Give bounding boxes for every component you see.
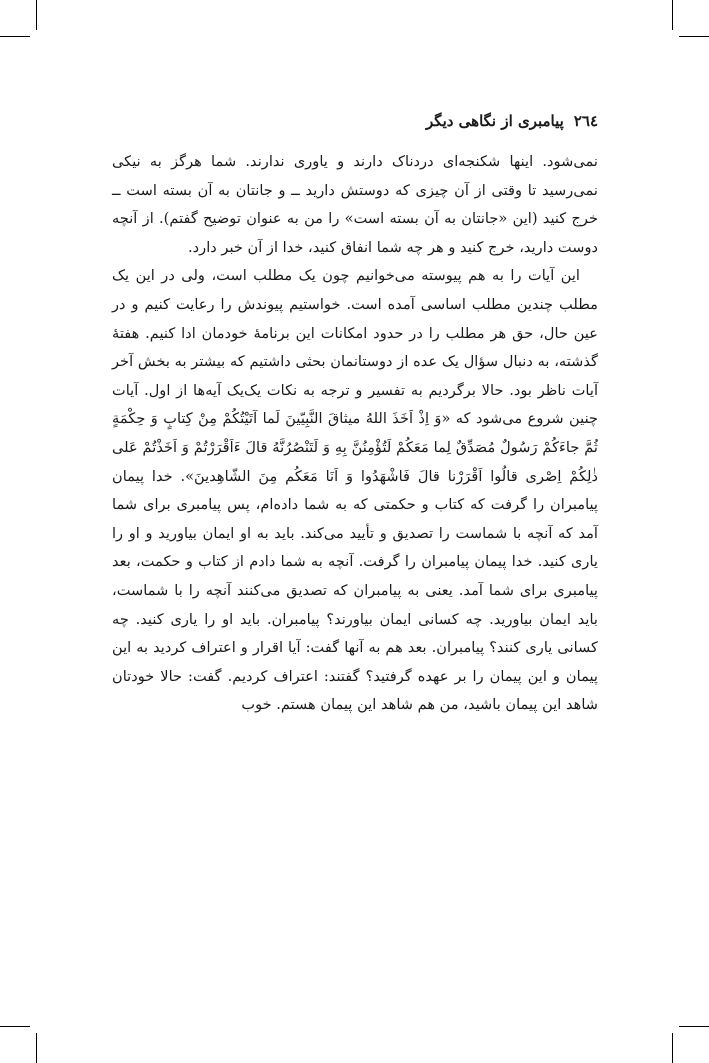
crop-mark (672, 0, 673, 30)
crop-mark (0, 1026, 30, 1027)
page-number: ٢٦٤ (573, 112, 598, 130)
paragraph: این آیات را به هم پیوسته می‌خوانیم چون یک مطلب است، ولی در این یک مطلب چندین مطلب اساسی آمده است. خواستیم پیوندش را رعایت کنیم و در عین حال، حق هر مطلب را در حدود امکانات این برنامهٔ خودمان ادا کنیم. هفتهٔ گذشته، به دنبال سؤال یک عده از دوستانمان بحثی داشتیم که بیشتر به بخش آخر آیات ناظر بود. حالا برگردیم به تفسیر و ترجه به نکات یک‌یک آیه‌ها از اول. آیات چنین شروع می‌شود که «وَ اِذْ اَخَذَ اللهُ میثاقَ النَّبِیّینَ لَما آتَیْتُکُمْ مِنْ کِتابٍ وَ حِکْمَةٍ ثُمَّ جاءَکُمْ رَسُولٌ مُصَدِّقٌ لِما مَعَکُمْ لَتُؤْمِنُنَّ بِهِ وَ لَتَنْصُرُنَّهُ قالَ ءَاَقْرَرْتُمْ وَ اَخَذْتُمْ عَلی ذٰلِکُمْ اِصْری قالُوا اَقْرَرْنا قالَ فَاشْهَدُوا وَ اَنَا مَعَکُم مِنَ الشّاهِدینَ». خدا پیمان پیامبران را گرفت که کتاب و حکمتی که به شما داده‌ام، پس پیامبری برای شما آمد که آنچه با شماست را تصدیق و تأیید می‌کند. باید به او ایمان بیاورید و او را یاری کنید. خدا پیمان پیامبران را گرفت. آنچه به شما دادم از کتاب و حکمت، بعد پیامبری برای شما آمد. یعنی به پیامبران که تصدیق می‌کنند آنچه را با شماست، باید ایمان بیاورید. چه کسانی ایمان بیاورند؟ پیامبران. باید او را یاری کنید. چه کسانی یاری کنند؟ پیامبران. بعد هم به آنها گفت: آیا اقرار و اعتراف کردید به این پیمان و این پیمان را بر عهده گرفتید؟ گفتند: اعتراف کردیم. گفت: حالا خودتان شاهد این پیمان باشید، من هم شاهد این پیمان هستم. خوب (112, 267, 598, 714)
crop-mark (672, 1033, 673, 1063)
crop-mark (36, 0, 37, 30)
crop-mark (36, 1033, 37, 1063)
page-header (112, 112, 598, 130)
running-title: پیامبری از نگاهی دیگر (426, 112, 564, 130)
crop-mark (679, 1026, 709, 1027)
crop-mark (0, 36, 30, 37)
paragraph: نمی‌شود. اینها شکنجه‌ای دردناک دارند و یاوری ندارند. شما هرگز به نیکی نمی‌رسید تا وقتی از آن چیزی که دوستش دارید ــ و جانتان به آن بسته است ــ خرج کنید (این «جانتان به آن بسته است» را من به عنوان توضیح گفتم). از آنچه دوست دارید، خرج کنید و هر چه شما انفاق کنید، خدا از آن خبر دارد. (112, 153, 598, 256)
body-text (112, 148, 598, 720)
crop-mark (679, 36, 709, 37)
